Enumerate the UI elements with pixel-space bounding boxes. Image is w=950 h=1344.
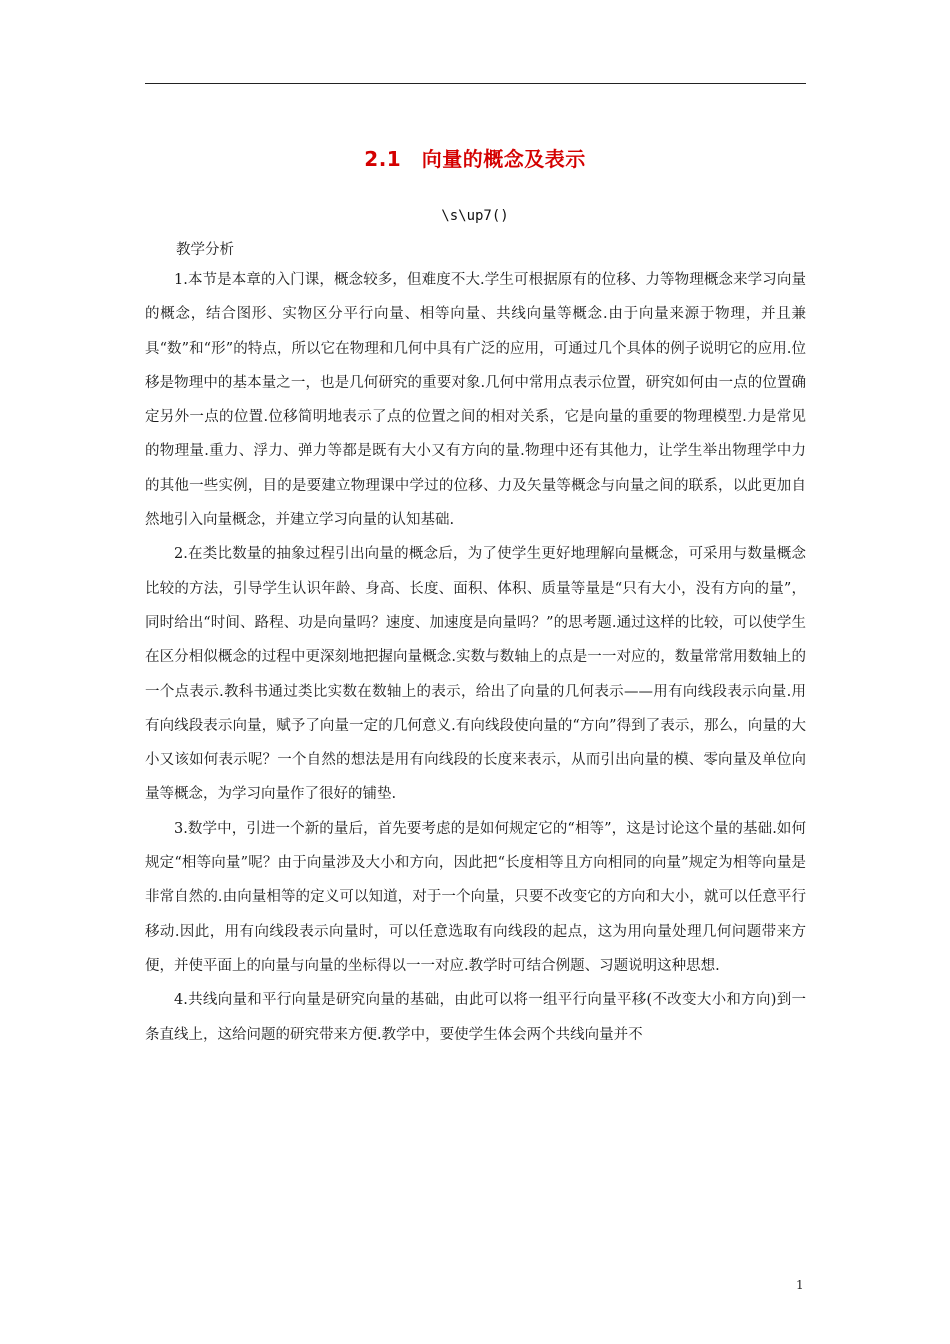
- header-rule: [145, 83, 806, 84]
- paragraph-2: 2.在类比数量的抽象过程引出向量的概念后，为了使学生更好地理解向量概念，可采用与数量概念比较的方法，引导学生认识年龄、身高、长度、面积、体积、质量等量是“只有大小，没有方向的量”，同时给出“时间、路程、功是向量吗？速度、加速度是向量吗？”的思考题.通过这样的比较，可以使学生在区分相似概念的过程中更深刻地把握向量概念.实数与数轴上的点是一一对应的，数量常常用数轴上的一个点表示.教科书通过类比实数在数轴上的表示，给出了向量的几何表示——用有向线段表示向量.用有向线段表示向量，赋予了向量一定的几何意义.有向线段使向量的“方向”得到了表示，那么，向量的大小又该如何表示呢？一个自然的想法是用有向线段的长度来表示，从而引出向量的模、零向量及单位向量等概念，为学习向量作了很好的铺垫.: [145, 546, 806, 803]
- paragraph-3: 3.数学中，引进一个新的量后，首先要考虑的是如何规定它的“相等”，这是讨论这个量的基础.如何规定“相等向量”呢？由于向量涉及大小和方向，因此把“长度相等且方向相同的向量”规定为相等向量是非常自然的.由向量相等的定义可以知道，对于一个向量，只要不改变它的方向和大小，就可以任意平行移动.因此，用有向线段表示向量时，可以任意选取有向线段的起点，这为用向量处理几何问题带来方便，并使平面上的向量与向量的坐标得以一一对应.教学时可结合例题、习题说明这种思想.: [145, 820, 806, 974]
- body-text: [145, 263, 806, 1052]
- paragraph-1: 1.本节是本章的入门课，概念较多，但难度不大.学生可根据原有的位移、力等物理概念来学习向量的概念，结合图形、实物区分平行向量、相等向量、共线向量等概念.由于向量来源于物理，并且兼具“数”和“形”的特点，所以它在物理和几何中具有广泛的应用，可通过几个具体的例子说明它的应用.位移是物理中的基本量之一，也是几何研究的重要对象.几何中常用点表示位置，研究如何由一点的位置确定另外一点的位置.位移简明地表示了点的位置之间的相对关系，它是向量的重要的物理模型.力是常见的物理量.重力、浮力、弹力等都是既有大小又有方向的量.物理中还有其他力，让学生举出物理学中力的其他一些实例，目的是要建立物理课中学过的位移、力及矢量等概念与向量之间的联系，以此更加自然地引入向量概念，并建立学习向量的认知基础.: [145, 272, 806, 529]
- paragraph-4: 4.共线向量和平行向量是研究向量的基础，由此可以将一组平行向量平移(不改变大小和方向)到一条直线上，这给问题的研究带来方便.教学中，要使学生体会两个共线向量并不: [145, 992, 806, 1043]
- section-label: 教学分析: [176, 242, 234, 258]
- page-number: 1: [796, 1278, 804, 1292]
- field-code-text: \s\up7(): [441, 208, 509, 224]
- page-title: 2.1 向量的概念及表示: [364, 147, 586, 171]
